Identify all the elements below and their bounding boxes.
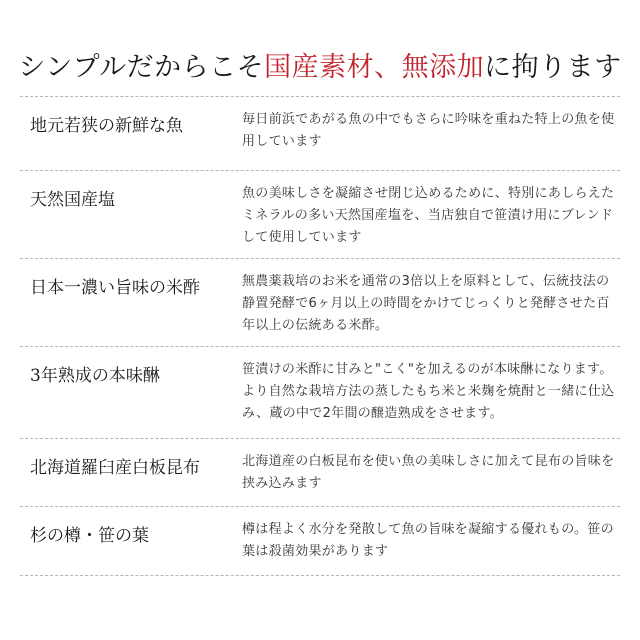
ingredient-name: 地元若狭の新鮮な魚 <box>30 116 183 136</box>
ingredient-description: 毎日前浜であがる魚の中でもさらに吟味を重ねた特上の魚を使用しています <box>242 112 615 149</box>
ingredient-description: 北海道産の白板昆布を使い魚の美味しさに加えて昆布の旨味を挟み込みます <box>242 454 615 491</box>
ingredient-row <box>20 346 620 438</box>
ingredient-description: 無農薬栽培のお米を通常の3倍以上を原料として、伝統技法の静置発酵で6ヶ月以上の時間をかけてじっくりと発酵させた百年以上の伝統ある米酢。 <box>242 274 610 333</box>
ingredient-list <box>20 96 620 576</box>
ingredient-description: 笹漬けの米酢に甘みと"こく"を加えるのが本味醂になります。より自然な栽培方法の蒸したもち米と米麹を焼酎と一緒に仕込み、蔵の中で2年間の醸造熟成をさせます。 <box>242 362 615 421</box>
ingredient-row <box>20 438 620 506</box>
ingredient-name: 北海道羅臼産白板昆布 <box>30 458 200 478</box>
heading-suffix: に拘ります <box>484 52 622 83</box>
ingredient-name: 杉の樽・笹の葉 <box>30 526 149 546</box>
heading-prefix: シンプルだからこそ <box>18 52 265 83</box>
ingredient-row <box>20 258 620 346</box>
ingredient-row <box>20 170 620 258</box>
ingredient-name: 日本一濃い旨味の米酢 <box>30 278 200 298</box>
page-heading <box>0 48 640 88</box>
ingredient-name: 3年熟成の本味醂 <box>30 366 160 386</box>
ingredient-row <box>20 506 620 576</box>
ingredient-description: 樽は程よく水分を発散して魚の旨味を凝縮する優れもの。笹の葉は殺菌効果があります <box>242 522 614 559</box>
ingredient-description: 魚の美味しさを凝縮させ閉じ込めるために、特別にあしらえたミネラルの多い天然国産塩を、当店独自で笹漬け用にブレンドして使用しています <box>242 186 615 245</box>
ingredient-name: 天然国産塩 <box>30 190 115 210</box>
ingredient-row <box>20 96 620 170</box>
heading-accent: 国産素材、無添加 <box>264 52 485 83</box>
